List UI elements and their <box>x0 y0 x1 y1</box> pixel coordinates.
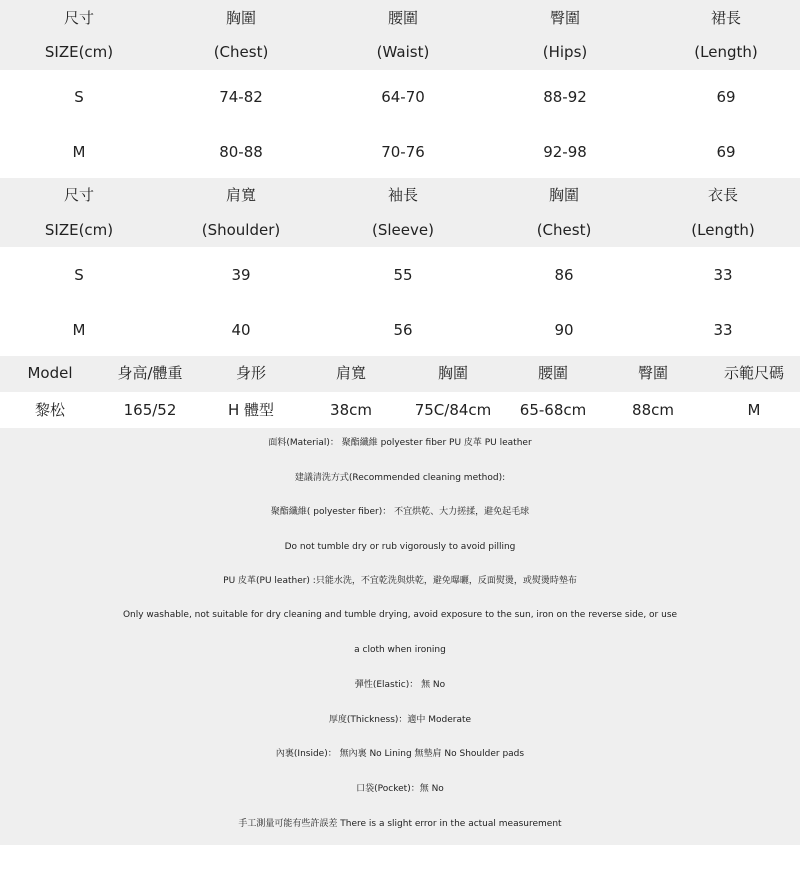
model-size-cell: M <box>747 401 761 419</box>
header-waist: 腰圍 <box>537 364 569 382</box>
waist-cell: 70-76 <box>381 143 425 161</box>
chest-cell: 75C/84cm <box>414 401 492 419</box>
chest-cell: 74-82 <box>219 88 263 106</box>
header-model-size: 示範尺碼 <box>723 364 785 382</box>
polyester-care-en-line: Do not tumble dry or rub vigorously to avoid pilling <box>284 542 516 552</box>
model-table-header <box>0 356 800 392</box>
height-weight-cell: 165/52 <box>123 401 177 419</box>
polyester-care-line: 聚酯纖維( polyester fiber)： 不宜烘乾、大力搓揉，避免起毛球 <box>270 507 530 517</box>
product-info-section <box>0 428 800 845</box>
header-size-en: SIZE(cm) <box>44 221 114 239</box>
hips-cell: 88-92 <box>543 88 587 106</box>
shoulder-cell: 40 <box>231 321 251 339</box>
header-size: 尺寸 <box>63 9 95 27</box>
length-cell: 33 <box>713 321 733 339</box>
table1-body <box>0 70 800 178</box>
header-height-weight: 身高/體重 <box>117 364 183 382</box>
header-body-shape: 身形 <box>235 364 267 382</box>
waist-cell: 65-68cm <box>519 401 587 419</box>
header-hips-en: (Hips) <box>542 43 588 61</box>
elastic-line: 彈性(Elastic)： 無 No <box>354 680 446 690</box>
body-shape-cell: H 體型 <box>227 401 275 419</box>
hips-cell: 88cm <box>632 401 674 419</box>
size-cell: M <box>72 321 86 339</box>
header-model: Model <box>27 364 73 382</box>
header-waist: 腰圍 <box>387 9 419 27</box>
chest-cell: 80-88 <box>219 143 263 161</box>
header-chest: 胸圍 <box>437 364 469 382</box>
header-sleeve: 袖長 <box>387 186 419 204</box>
length-cell: 33 <box>713 266 733 284</box>
chest-cell: 90 <box>554 321 574 339</box>
header-chest: 胸圍 <box>548 186 580 204</box>
header-size: 尺寸 <box>63 186 95 204</box>
pocket-line: 口袋(Pocket)：無 No <box>356 784 444 794</box>
pu-care-en-line: Only washable, not suitable for dry cleaning and tumble drying, avoid exposure to the sun, iron on the reverse side, or use <box>122 610 678 620</box>
length-cell: 69 <box>716 143 736 161</box>
material-line: 面料(Material)： 聚酯纖維 polyester fiber PU 皮革 PU leather <box>268 438 532 448</box>
header-sleeve-en: (Sleeve) <box>372 221 434 239</box>
header-hips: 臀圍 <box>549 9 581 27</box>
table2-body <box>0 247 800 356</box>
thickness-line: 厚度(Thickness)：適中 Moderate <box>328 715 472 725</box>
header-length-en: (Length) <box>694 43 758 61</box>
length-cell: 69 <box>716 88 736 106</box>
shoulder-cell: 38cm <box>330 401 372 419</box>
header-shoulder: 肩寬 <box>225 186 257 204</box>
header-chest-en: (Chest) <box>213 43 269 61</box>
pu-care-line: PU 皮革(PU leather) :只能水洗，不宜乾洗與烘乾，避免曝曬，反面熨燙，或熨燙時墊布 <box>223 576 577 586</box>
header-length-en: (Length) <box>691 221 755 239</box>
header-shoulder: 肩寬 <box>335 364 367 382</box>
header-chest-en: (Chest) <box>536 221 592 239</box>
pu-care-en-line-cont: a cloth when ironing <box>354 645 446 655</box>
shoulder-cell: 39 <box>231 266 251 284</box>
size-cell: M <box>72 143 86 161</box>
waist-cell: 64-70 <box>381 88 425 106</box>
size-cell: S <box>74 266 84 284</box>
chest-cell: 86 <box>554 266 574 284</box>
sleeve-cell: 55 <box>393 266 413 284</box>
model-name-cell: 黎松 <box>34 401 66 419</box>
header-size-en: SIZE(cm) <box>44 43 114 61</box>
sleeve-cell: 56 <box>393 321 413 339</box>
measurement-note-line: 手工測量可能有些許誤差 There is a slight error in the actual measurement <box>238 819 562 829</box>
lining-line: 內裏(Inside)： 無內裏 No Lining 無墊肩 No Shoulder pads <box>275 749 525 759</box>
size-cell: S <box>74 88 84 106</box>
header-length: 裙長 <box>710 9 742 27</box>
table2-header <box>0 178 800 247</box>
header-waist-en: (Waist) <box>376 43 430 61</box>
header-hips: 臀圍 <box>637 364 669 382</box>
table1-header <box>0 0 800 70</box>
header-chest: 胸圍 <box>225 9 257 27</box>
header-length: 衣長 <box>707 186 739 204</box>
hips-cell: 92-98 <box>543 143 587 161</box>
model-table-body <box>0 392 800 428</box>
header-shoulder-en: (Shoulder) <box>201 221 281 239</box>
cleaning-title-line: 建議清洗方式(Recommended cleaning method): <box>294 473 506 483</box>
